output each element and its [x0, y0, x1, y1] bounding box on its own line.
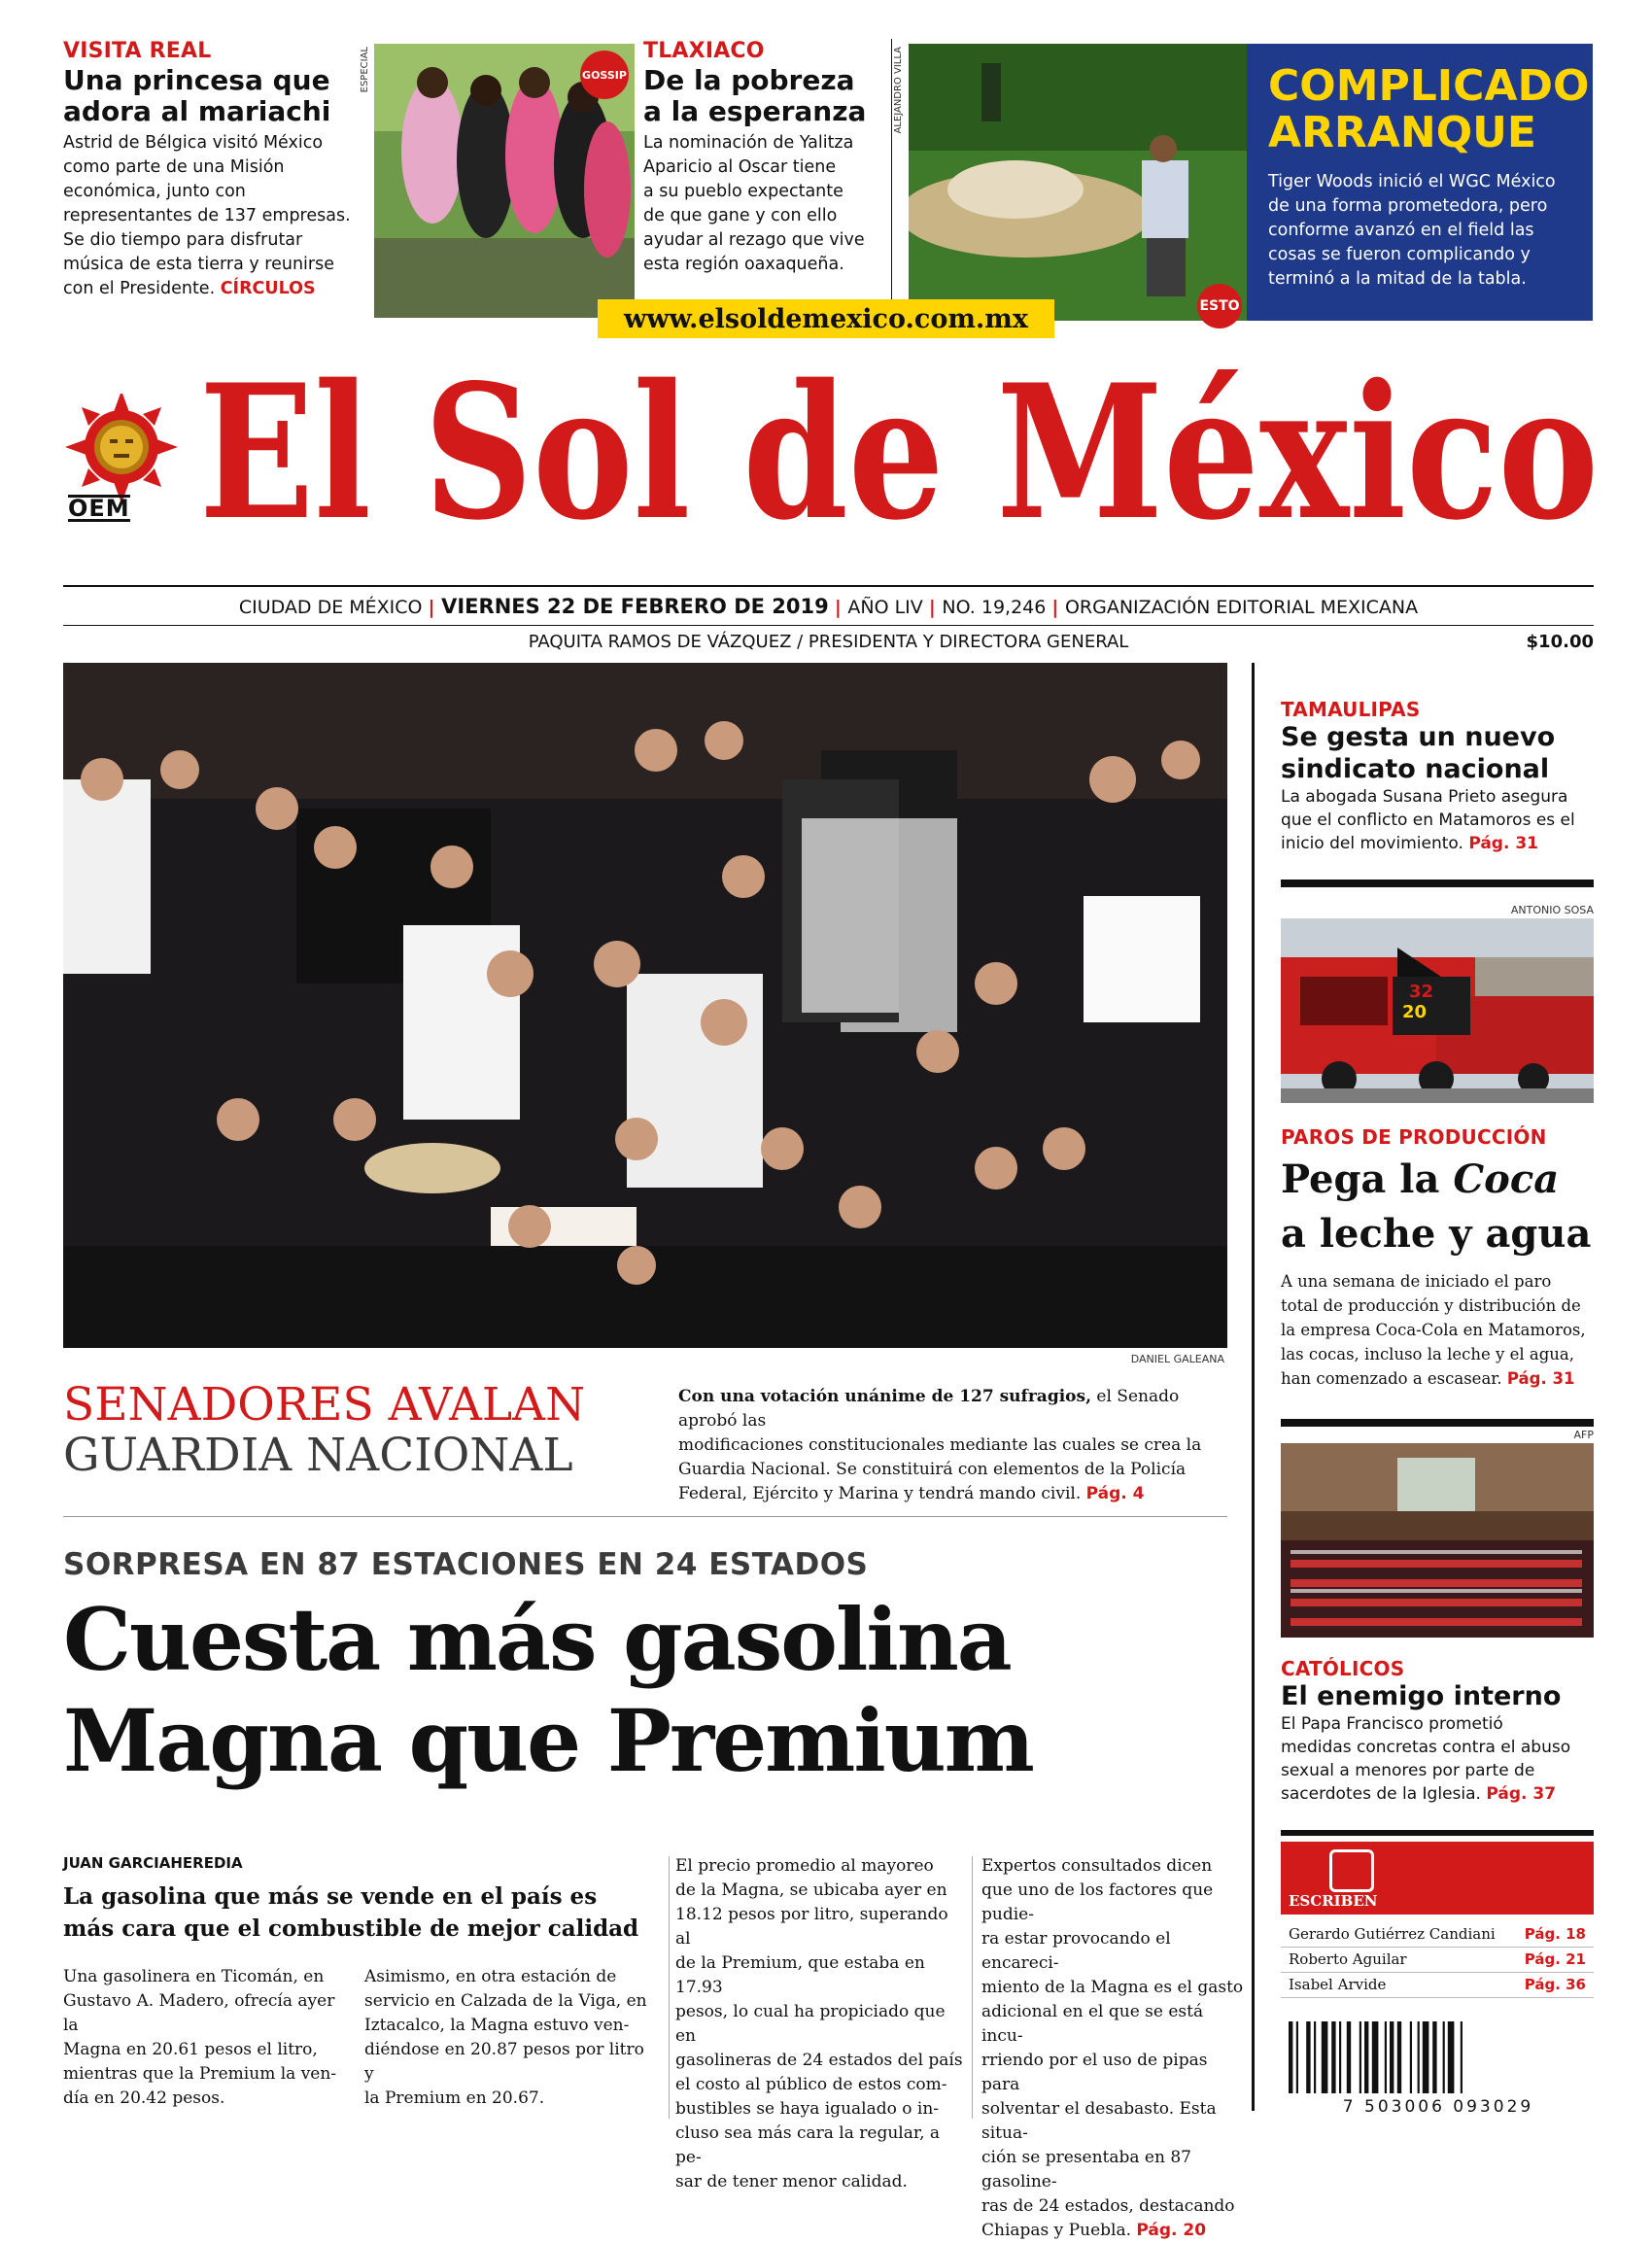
barcode-bar [1410, 2021, 1412, 2093]
dateline-rule [63, 625, 1594, 626]
side-title-line [1281, 1153, 1601, 1207]
writer-name: Isabel Arvide [1289, 1976, 1387, 1993]
teaser-golf [1247, 44, 1593, 321]
teaser-body-last [63, 277, 355, 301]
side-body-line: total de producción y distribución de [1281, 1296, 1581, 1315]
story-line: 18.12 pesos por litro, superando al [675, 1905, 948, 1949]
story-line: Gustavo A. Madero, ofrecía ayer la [63, 1991, 335, 2035]
esto-badge [1197, 284, 1242, 328]
story-column-3 [675, 1854, 967, 2194]
side-body-line: la empresa Coca-Cola en Matamoros, [1281, 1321, 1586, 1339]
golf-body [1268, 170, 1593, 292]
vatican-photo [1281, 1443, 1594, 1638]
side-title-line: a leche y agua [1281, 1211, 1592, 1257]
teaser-body-line: esta región oaxaqueña. [643, 255, 844, 274]
story-line: Asimismo, en otra estación de [364, 1967, 617, 1986]
side-body-line: inicio del movimiento. [1281, 834, 1463, 853]
barcode-bar [1364, 2021, 1368, 2093]
dateline-org: ORGANIZACIÓN EDITORIAL MEXICANA [1064, 597, 1419, 618]
dateline-year: AÑO LIV [847, 597, 923, 618]
side-title-italic: Coca [1453, 1156, 1560, 1202]
main-kicker: SORPRESA EN 87 ESTACIONES EN 24 ESTADOS [63, 1547, 869, 1582]
teaser-body-line: con el Presidente. [63, 279, 216, 298]
story-column-2 [364, 1965, 656, 2111]
story-line: Expertos consultados dicen [981, 1856, 1213, 1876]
golf-body-line: de una forma prometedora, pero [1268, 196, 1548, 216]
dateline-city: CIUDAD DE MÉXICO [238, 597, 423, 618]
website-url: www.elsoldemexico.com.mx [624, 303, 1028, 334]
lead-summary-line: Federal, Ejército y Marina y tendrá mando civil. [678, 1484, 1082, 1503]
lead-summary-lead: Con una votación unánime de 127 sufragios, [678, 1387, 1091, 1406]
side-body-line: que el conflicto en Matamoros es el [1281, 811, 1575, 830]
side-kicker: CATÓLICOS [1281, 1657, 1405, 1680]
sun-logo [63, 394, 180, 520]
story-line: de la Magna, se ubicaba ayer en [675, 1881, 947, 1900]
side-rule [1281, 880, 1594, 887]
side-body-line: A una semana de iniciado el paro [1281, 1272, 1552, 1291]
story-line: mientras que la Premium la ven- [63, 2064, 337, 2084]
story-line: pesos, lo cual ha propiciado que en [675, 2002, 946, 2046]
teaser-body-line: como parte de una Misión [63, 157, 285, 177]
page-ref: Pág. 37 [1486, 1784, 1557, 1804]
barcode-bar [1443, 2021, 1445, 2093]
side-title-text: Pega la [1281, 1156, 1440, 1202]
teaser-body-line: Astrid de Bélgica visitó México [63, 133, 324, 153]
story-column-4 [981, 1854, 1244, 2243]
barcode-bar [1448, 2021, 1455, 2093]
price: $10.00 [1526, 632, 1594, 652]
writer-row[interactable] [1281, 1973, 1594, 1998]
story-line: sar de tener menor calidad. [675, 2172, 908, 2191]
page-ref: Pág. 31 [1468, 834, 1538, 853]
teaser-kicker: VISITA REAL [63, 39, 212, 63]
lead-summary-line: modificaciones constitucionales mediante las cuales se crea la [678, 1435, 1202, 1455]
story-line: que uno de los factores que pudie- [981, 1881, 1214, 1924]
lead-headline-line-1: SENADORES AVALAN [63, 1378, 586, 1432]
side-body-line: las cocas, incluso la leche y el agua, [1281, 1345, 1574, 1363]
dateline-number: NO. 19,246 [942, 597, 1047, 618]
barcode-bar [1418, 2021, 1420, 2093]
teaser-body-line: de que gane y con ello [643, 206, 838, 225]
side-rule [1281, 1419, 1594, 1427]
side-body-line: sexual a menores por parte de [1281, 1761, 1535, 1780]
photo-credit: ESPECIAL [360, 47, 370, 93]
main-headline-line-2: Magna que Premium [63, 1690, 1033, 1791]
barcode-bar [1423, 2021, 1429, 2093]
barcode-bar [1314, 2021, 1316, 2093]
teaser-body-line: Se dio tiempo para disfrutar [63, 230, 303, 250]
golf-photo [909, 44, 1247, 321]
website-link[interactable] [598, 299, 1054, 338]
dateline: CIUDAD DE MÉXICO | VIERNES 22 DE FEBRERO DE 2019 | AÑO LIV | NO. 19,246 | ORGANIZACIÓN EDITORIAL MEXICANA [238, 595, 1419, 618]
writers-list [1281, 1922, 1594, 1998]
escriben-banner [1281, 1842, 1594, 1915]
photo-credit: ANTONIO SOSA [1510, 904, 1594, 916]
esto-badge-label: ESTO [1199, 298, 1240, 314]
teaser-body-line: música de esta tierra y reunirse [63, 255, 334, 274]
teaser-body-line: ayudar al rezago que vive [643, 230, 865, 250]
story-line: solventar el desabasto. Esta situa- [981, 2099, 1217, 2143]
logo-text: El Sol de México [199, 352, 1599, 556]
side-body [1281, 785, 1601, 832]
side-kicker: TAMAULIPAS [1281, 698, 1421, 721]
story-line: Magna en 20.61 pesos el litro, [63, 2040, 318, 2059]
story-line: el costo al público de estos com- [675, 2075, 947, 2094]
writer-row[interactable] [1281, 1922, 1594, 1948]
barcode-bar [1432, 2021, 1436, 2093]
main-headline-line-1: Cuesta más gasolina [63, 1589, 1011, 1690]
escriben-label: ESCRIBEN [1289, 1892, 1378, 1910]
story-line: Chiapas y Puebla. [981, 2221, 1131, 2240]
lead-bottom-rule [63, 1516, 1227, 1517]
barcode-bar [1331, 2021, 1335, 2093]
column-divider [972, 1856, 973, 2119]
story-line: servicio en Calzada de la Viga, en [364, 1991, 647, 2011]
story-line: ción se presentaba en 87 gasoline- [981, 2148, 1191, 2191]
teaser-title-line: De la pobreza [643, 64, 855, 96]
sidebar-divider [1252, 663, 1255, 2111]
side-body-line: La abogada Susana Prieto asegura [1281, 787, 1568, 807]
page-ref: Pág. 31 [1506, 1369, 1575, 1388]
trucks-photo [1281, 918, 1594, 1103]
main-subhead [63, 1881, 646, 1945]
oem-label: OEM [68, 495, 130, 522]
teaser-visita-real [63, 39, 355, 301]
barcode-bar [1339, 2021, 1341, 2093]
barcode-bar [1390, 2021, 1394, 2093]
teaser-body [63, 131, 355, 277]
teaser-kicker: TLAXIACO [643, 39, 765, 63]
subhead-line: más cara que el combustible de mejor calidad [63, 1915, 639, 1942]
writer-row[interactable] [1281, 1948, 1594, 1973]
story-line: ras de 24 estados, destacando [981, 2196, 1235, 2216]
photo-credit: DANIEL GALEANA [1130, 1353, 1224, 1365]
section-ref: CÍRCULOS [220, 279, 316, 298]
teaser-body-line: Aparicio al Oscar tiene [643, 157, 837, 177]
newspaper-logo [189, 352, 1608, 556]
teaser-body-line: económica, junto con [63, 182, 246, 201]
page-ref: Pág. 20 [1136, 2221, 1207, 2240]
teaser-title-line: a la esperanza [643, 95, 867, 127]
barcode-bar [1372, 2021, 1379, 2093]
pen-icon [1329, 1849, 1374, 1892]
dateline-date: VIERNES 22 DE FEBRERO DE 2019 [441, 595, 829, 618]
side-kicker: PAROS DE PRODUCCIÓN [1281, 1125, 1547, 1149]
barcode-bar [1385, 2021, 1387, 2093]
photo-credit: ALEJANDRO VILLA [893, 47, 904, 134]
barcode-bar [1347, 2021, 1351, 2093]
teaser-tlaxiaco [643, 39, 886, 277]
teaser-body-line: a su pueblo expectante [643, 182, 843, 201]
story-line: miento de la Magna es el gasto [981, 1978, 1244, 1997]
writer-page-ref: Pág. 21 [1524, 1950, 1586, 1968]
story-line: de la Premium, que estaba en 17.93 [675, 1953, 925, 1997]
writer-page-ref: Pág. 36 [1524, 1976, 1586, 1993]
barcode [1283, 2021, 1594, 2117]
barcode-bar [1322, 2021, 1328, 2093]
story-line: rriendo por el uso de pipas para [981, 2051, 1208, 2094]
barcode-bar [1306, 2021, 1310, 2093]
side-body-line: medidas concretas contra el abuso [1281, 1738, 1571, 1757]
barcode-bar [1397, 2021, 1401, 2093]
lead-headline-line-2: GUARDIA NACIONAL [63, 1429, 573, 1482]
column-divider [891, 39, 892, 321]
side-title: El enemigo interno [1281, 1681, 1562, 1711]
barcode-bar [1289, 2021, 1292, 2093]
story-line: cluso sea más cara la regular, a pe- [675, 2123, 941, 2167]
lead-summary-line: Guardia Nacional. Se constituirá con elementos de la Policía [678, 1460, 1187, 1479]
truck-sign-top: 32 [1409, 982, 1434, 1002]
main-headline [63, 1589, 1229, 1791]
side-body-line: sacerdotes de la Iglesia. [1281, 1784, 1481, 1804]
writer-name: Gerardo Gutiérrez Candiani [1289, 1925, 1496, 1943]
lead-summary [678, 1385, 1232, 1506]
gossip-badge-label: GOSSIP [582, 68, 627, 82]
teaser-title-line: adora al mariachi [63, 95, 331, 127]
gossip-badge [580, 51, 629, 99]
side-tamaulipas [1281, 698, 1601, 855]
golf-body-line: Tiger Woods inició el WGC México [1268, 172, 1556, 191]
byline: JUAN GARCIAHEREDIA [63, 1854, 243, 1872]
side-catolicos [1281, 1657, 1601, 1806]
story-line: adicional en el que se está incu- [981, 2002, 1204, 2046]
director-line: PAQUITA RAMOS DE VÁZQUEZ / PRESIDENTA Y DIRECTORA GENERAL [528, 632, 1129, 652]
story-line: la Premium en 20.67. [364, 2088, 545, 2108]
teaser-body [643, 131, 886, 277]
golf-body-line: conforme avanzó en el field las [1268, 221, 1534, 240]
story-column-1 [63, 1965, 350, 2111]
barcode-bar [1359, 2021, 1361, 2093]
side-body-line: han comenzado a escasear. [1281, 1369, 1502, 1388]
writer-name: Roberto Aguilar [1289, 1950, 1407, 1968]
side-title-line: sindicato nacional [1281, 754, 1550, 784]
page-ref: Pág. 4 [1085, 1484, 1145, 1503]
story-line: diéndose en 20.87 pesos por litro y [364, 2040, 644, 2084]
barcode-bar [1461, 2021, 1463, 2093]
story-line: día en 20.42 pesos. [63, 2088, 225, 2108]
barcode-number: 7 503006 093029 [1342, 2097, 1534, 2117]
subhead-line: La gasolina que más se vende en el país es [63, 1883, 598, 1910]
story-line: ra estar provocando el encareci- [981, 1929, 1171, 1973]
side-rule [1281, 1830, 1594, 1836]
side-body-line: El Papa Francisco prometió [1281, 1714, 1503, 1734]
barcode-bar [1296, 2021, 1298, 2093]
teaser-title-line: Una princesa que [63, 64, 330, 96]
story-line: gasolineras de 24 estados del país [675, 2051, 963, 2070]
teaser-body-line: representantes de 137 empresas. [63, 206, 351, 225]
side-body [1281, 1712, 1601, 1782]
story-line: Una gasolinera en Ticomán, en [63, 1967, 325, 1986]
story-line: Iztacalco, la Magna estuvo ven- [364, 2016, 630, 2035]
side-title-line: Se gesta un nuevo [1281, 722, 1556, 752]
column-divider [669, 1856, 670, 2119]
teaser-body-line: La nominación de Yalitza [643, 133, 854, 153]
golf-body-line: terminó a la mitad de la tabla. [1268, 269, 1527, 289]
senate-photo [63, 663, 1227, 1348]
side-body [1281, 1269, 1601, 1366]
story-line: El precio promedio al mayoreo [675, 1856, 934, 1876]
lead-summary-lines [678, 1433, 1232, 1482]
truck-sign-bottom: 20 [1402, 1002, 1428, 1022]
golf-title-line: ARRANQUE [1268, 108, 1536, 157]
lead-summary-line: el Senado aprobó las [678, 1387, 1180, 1431]
lead-headline [63, 1380, 666, 1481]
photo-credit: AFP [1573, 1429, 1594, 1441]
masthead-rule [63, 585, 1594, 587]
golf-title-line: COMPLICADO [1268, 61, 1590, 111]
story-line: bustibles se haya igualado o in- [675, 2099, 940, 2119]
side-paros [1281, 1125, 1601, 1391]
writer-page-ref: Pág. 18 [1524, 1925, 1586, 1943]
golf-body-line: cosas se fueron complicando y [1268, 245, 1531, 264]
